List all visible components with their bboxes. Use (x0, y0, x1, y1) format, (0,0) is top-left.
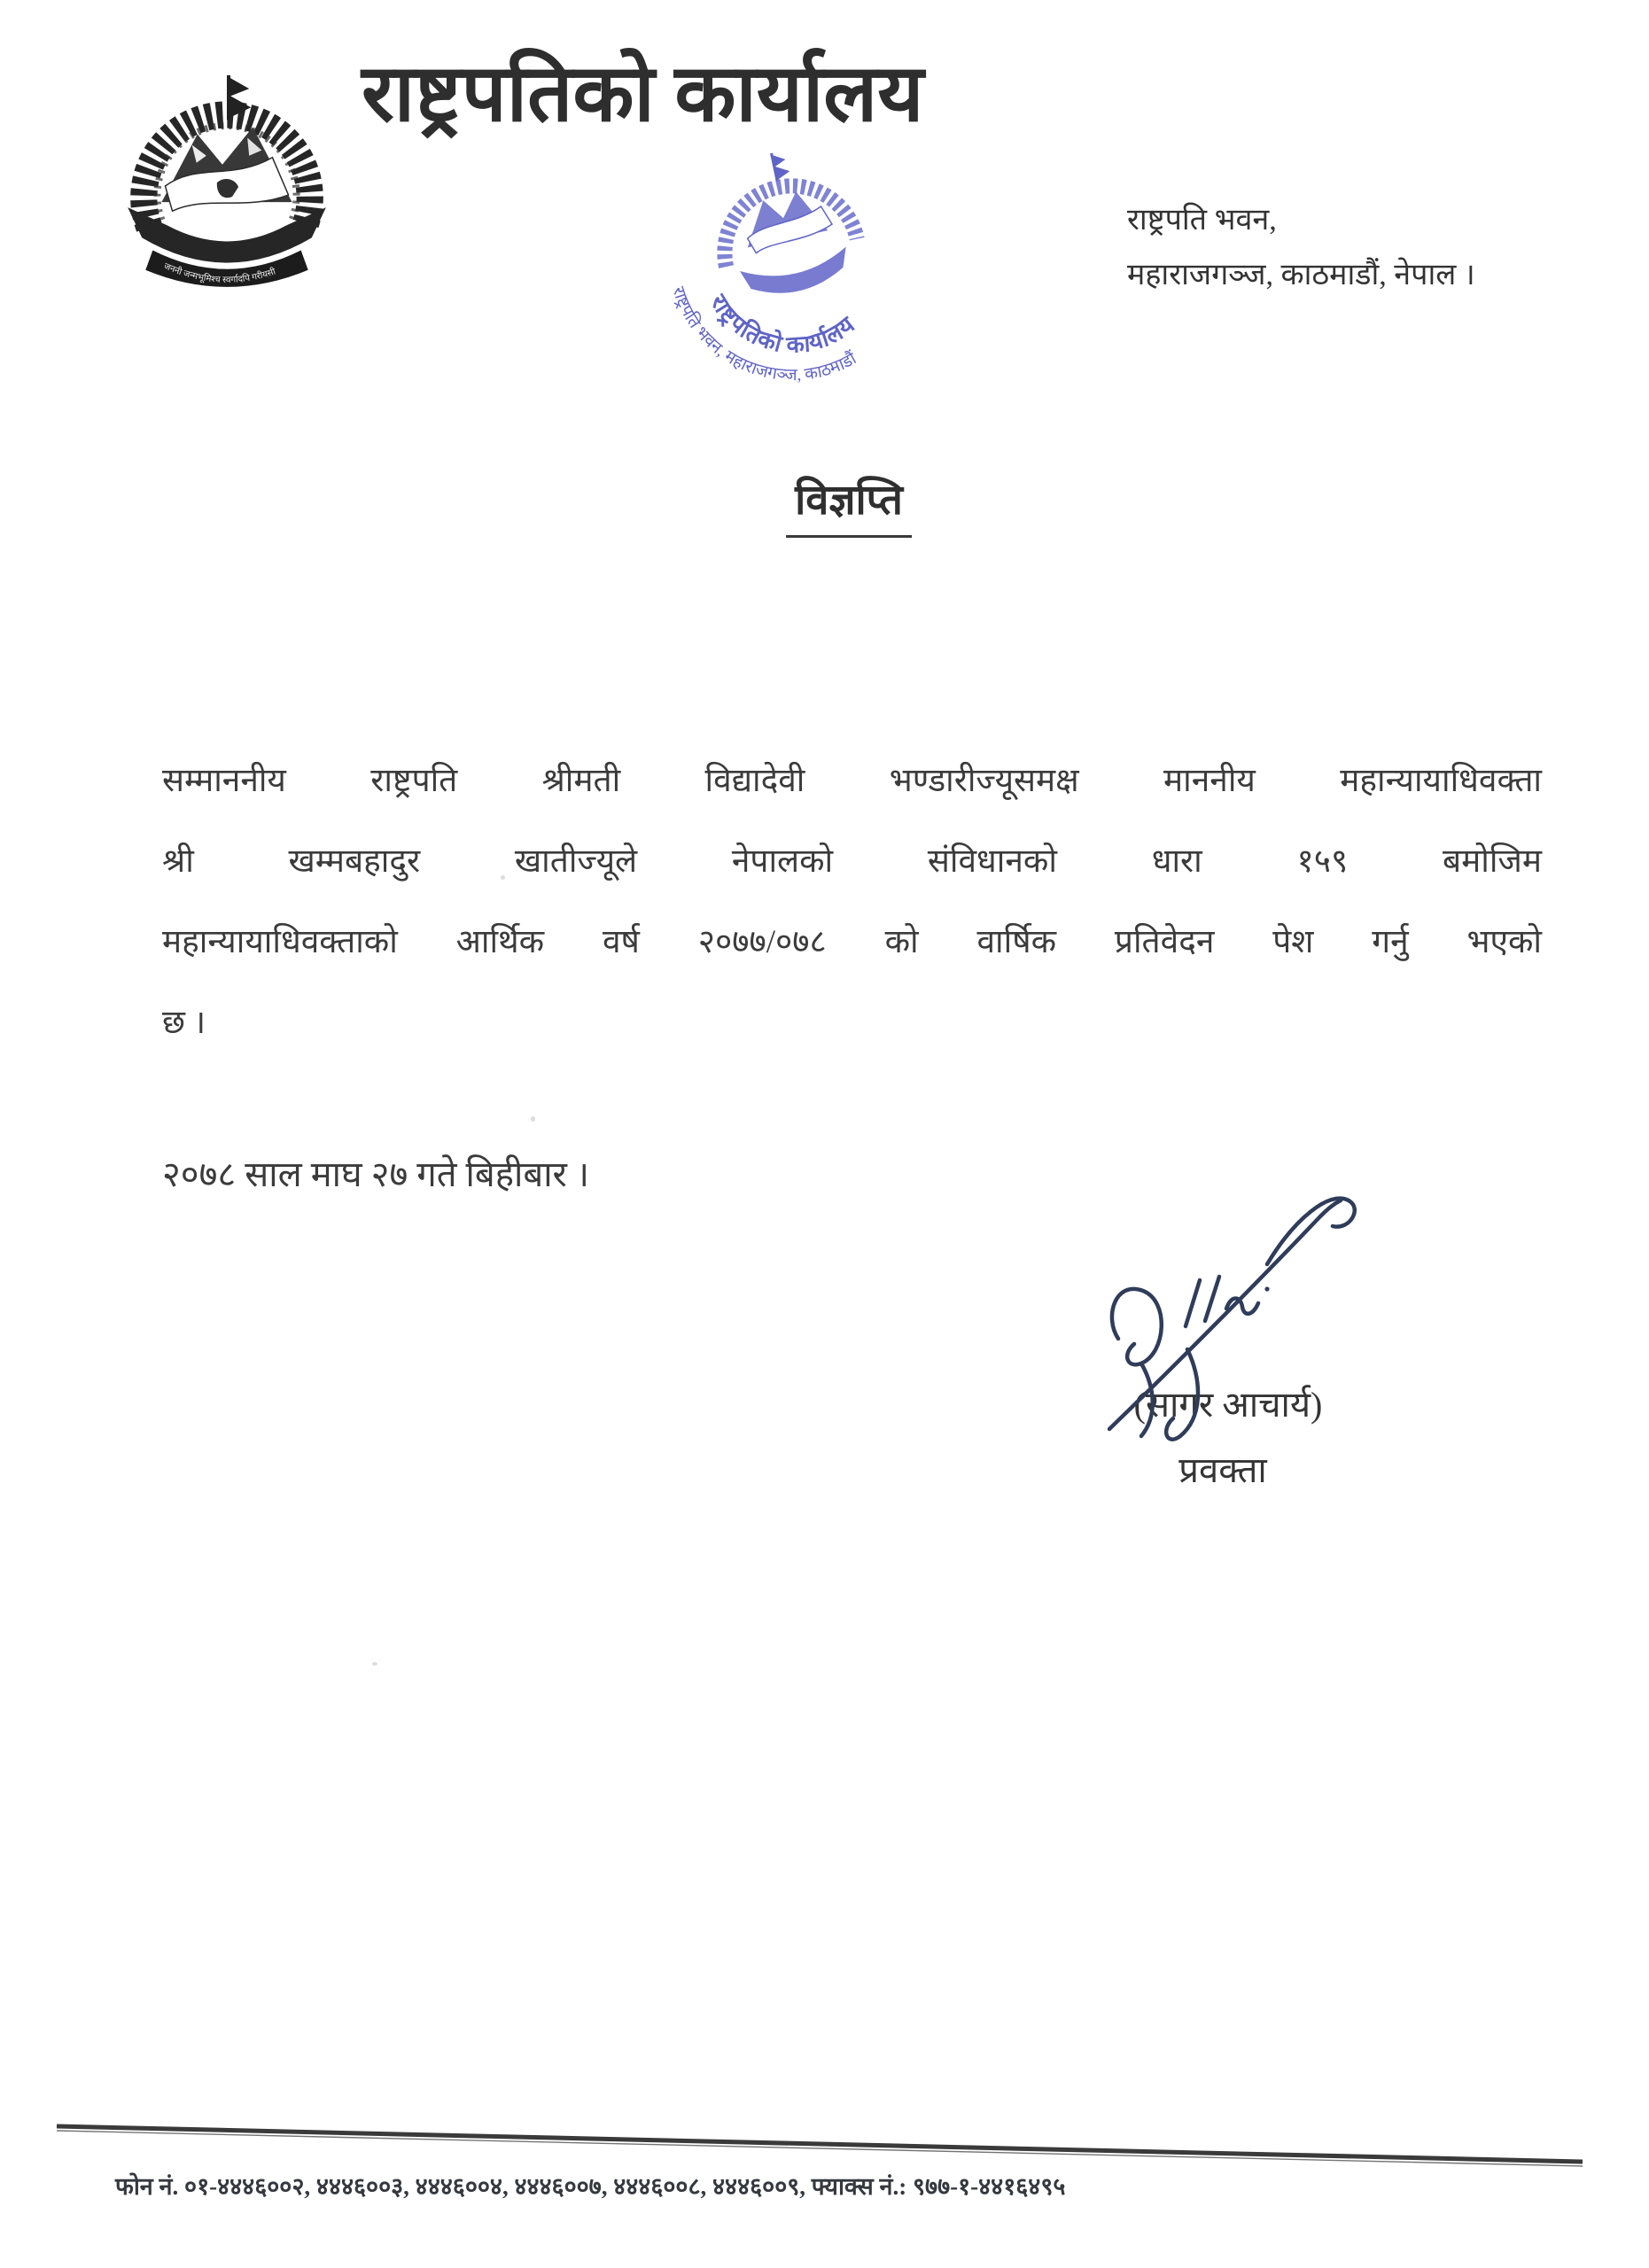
notice-body-line-3: महान्यायाधिवक्ताको आर्थिक वर्ष २०७७/०७८ को वार्षिक प्रतिवेदन पेश गर्नु भएको (162, 924, 1542, 960)
notice-body-line-2: श्री खम्मबहादुर खातीज्यूले नेपालको संविधानको धारा १५९ बमोजिम (162, 843, 1542, 880)
nepal-coat-of-arms-icon (112, 67, 342, 312)
footer-divider-line (57, 2121, 1583, 2171)
notice-date-line: २०७८ साल माघ २७ गते बिहीबार । (162, 1154, 590, 1194)
scan-speck (531, 1116, 535, 1122)
stamp-outer-arc-text: राष्ट्रपति भवन, महाराजगञ्ज, काठमाडौं (668, 284, 860, 385)
scan-speck (266, 275, 272, 279)
notice-body (162, 758, 1542, 1081)
notice-body-line-1: सम्माननीय राष्ट्रपति श्रीमती विद्यादेवी भण्डारीज्यूसमक्ष माननीय महान्यायाधिवक्ता (162, 763, 1542, 799)
office-title: राष्ट्रपतिको कार्यालय (362, 50, 924, 138)
address-line-2: महाराजगञ्ज, काठमाडौं, नेपाल । (1127, 259, 1475, 291)
office-address (1127, 193, 1475, 303)
stamp-inner-arc-text: राष्ट्रपतिको कार्यालय (704, 290, 860, 359)
footer-contact-line: फोन नं. ०१-४४४६००२, ४४४६००३, ४४४६००४, ४४४६००७, ४४४६००८, ४४४६००९, फ्याक्स नं.: ९७७-१-४४१६४९५ (115, 2173, 1066, 2200)
scan-speck (501, 875, 505, 880)
emblem-motto: जननी जन्मभूमिश्च स्वर्गादपि गरीयसी (161, 261, 277, 285)
notice-body-line-4: छ । (162, 1005, 206, 1041)
address-line-1: राष्ट्रपति भवन, (1127, 204, 1277, 237)
scan-speck (372, 1662, 377, 1666)
handwritten-signature-icon (1083, 1164, 1388, 1449)
office-stamp-icon (633, 113, 959, 431)
signer-name: (सागर आचार्य) (1133, 1385, 1323, 1425)
notice-title: विज्ञप्ति (786, 470, 912, 538)
signer-role: प्रवक्ता (1178, 1450, 1267, 1490)
